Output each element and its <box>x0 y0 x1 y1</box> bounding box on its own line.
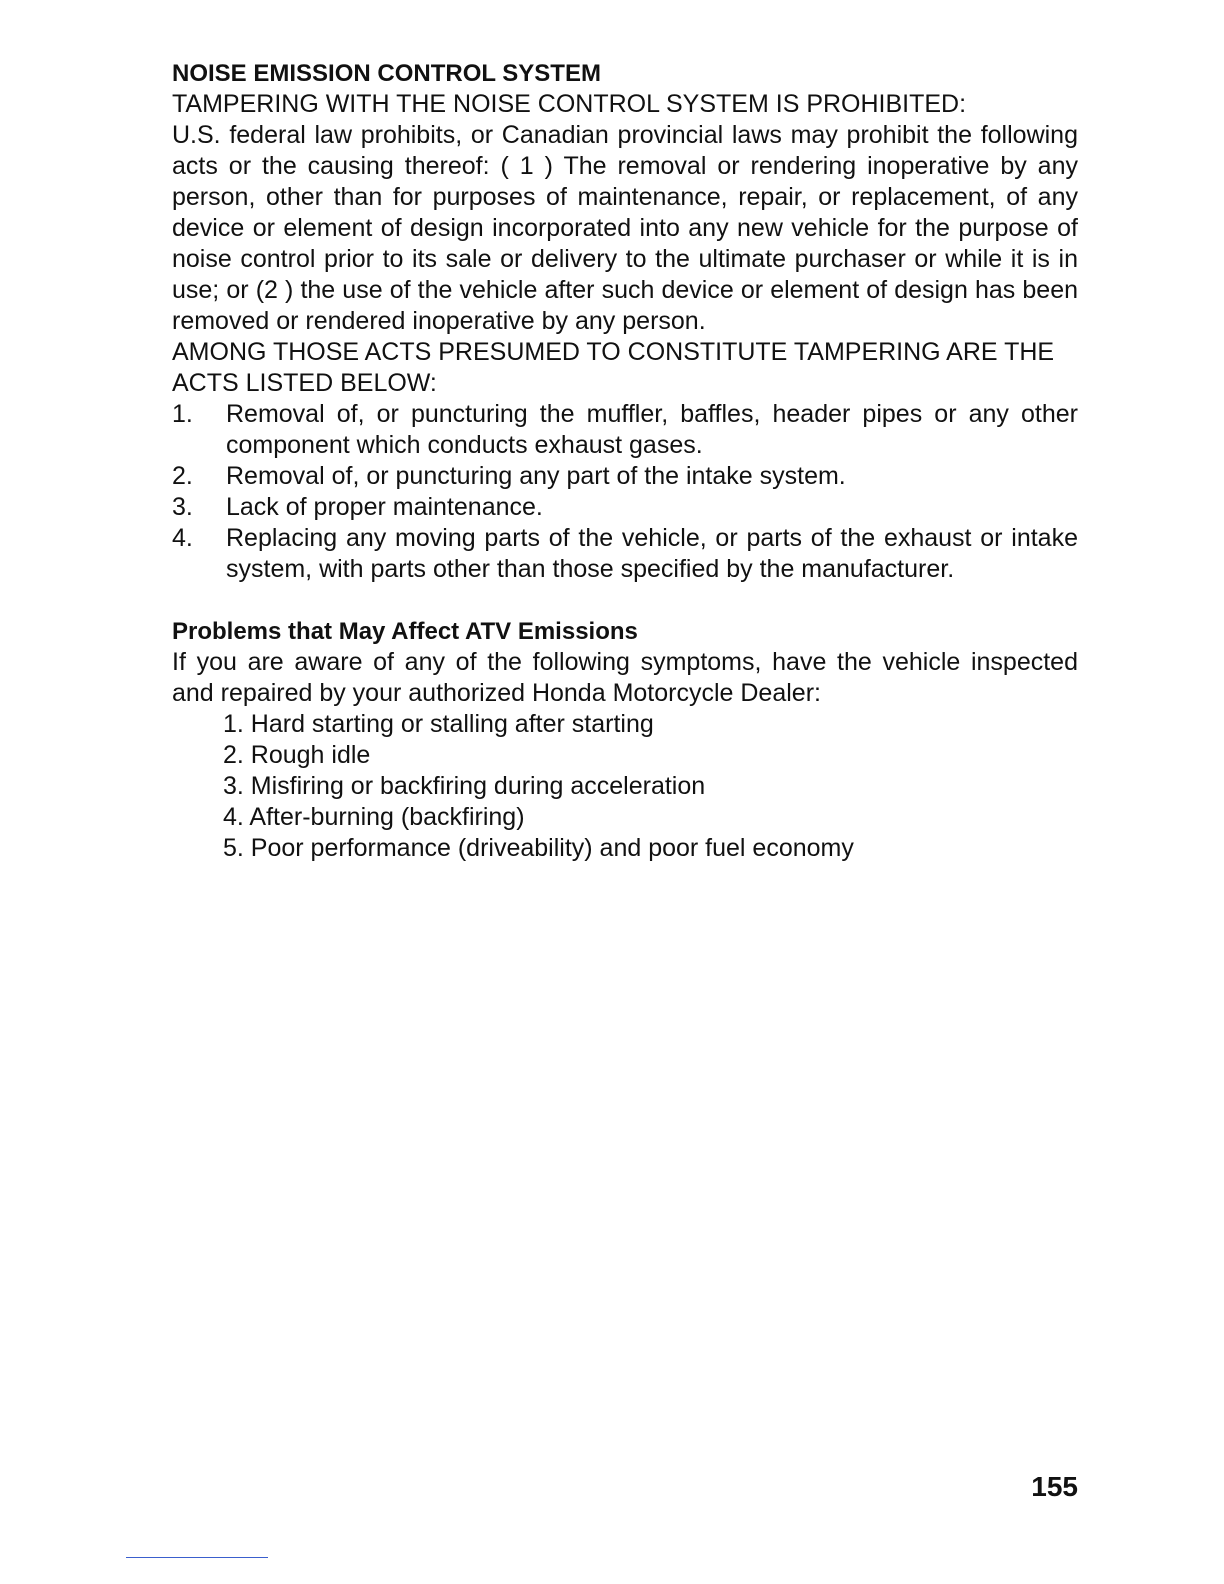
atv-emissions-heading: Problems that May Affect ATV Emissions <box>172 618 638 645</box>
list-item: 5. Poor performance (driveability) and poor fuel economy <box>223 834 854 862</box>
list-item <box>172 399 1078 461</box>
list-item-text: Removal of, or puncturing any part of the intake system. <box>226 462 846 490</box>
footer-divider <box>126 1557 268 1558</box>
list-item-number: 2. <box>172 462 193 490</box>
list-item-number: 3. <box>172 493 193 521</box>
symptoms-intro: If you are aware of any of the following symptoms, have the vehicle inspected and repaired by your authorized Honda Motorcycle Dealer: <box>172 648 1078 707</box>
page-number: 155 <box>1031 1471 1078 1502</box>
symptom-list <box>172 709 1078 864</box>
noise-emission-heading: NOISE EMISSION CONTROL SYSTEM <box>172 60 601 87</box>
list-item: 2. Rough idle <box>223 741 371 769</box>
list-item-number: 4. <box>172 524 193 552</box>
list-item <box>172 461 1078 492</box>
page-content <box>172 58 1078 864</box>
federal-law-paragraph: U.S. federal law prohibits, or Canadian provincial laws may prohibit the following acts or the causing thereof: ( 1 ) The removal or rendering inoperative by any person, other than for purposes of maintenance, repair, or replacement, of any device or element of design incorporated into any new vehicle for the purpose of noise control prior to its sale or delivery to the ultimate purchaser or while it is in use; or (2 ) the use of the vehicle after such device or element of design has been removed or rendered inoperative by any person. <box>172 121 1078 335</box>
list-item-text: Removal of, or puncturing the muffler, baffles, header pipes or any other component which conducts exhaust gases. <box>226 400 1078 459</box>
list-item: 3. Misfiring or backfiring during acceleration <box>223 772 706 800</box>
list-item: 4. After-burning (backfiring) <box>223 803 525 831</box>
atv-emissions-section <box>172 616 1078 864</box>
list-item-text: Lack of proper maintenance. <box>226 493 543 521</box>
acts-intro: AMONG THOSE ACTS PRESUMED TO CONSTITUTE TAMPERING ARE THE ACTS LISTED BELOW: <box>172 338 1055 397</box>
tampering-prohibited-line: TAMPERING WITH THE NOISE CONTROL SYSTEM IS PROHIBITED: <box>172 90 967 118</box>
list-item: 1. Hard starting or stalling after starting <box>223 710 654 738</box>
list-item-number: 1. <box>172 400 193 428</box>
list-item-text: Replacing any moving parts of the vehicle, or parts of the exhaust or intake system, with parts other than those specified by the manufacturer. <box>226 524 1078 583</box>
tampering-acts-list <box>172 399 1078 585</box>
list-item <box>172 523 1078 585</box>
list-item <box>172 492 1078 523</box>
